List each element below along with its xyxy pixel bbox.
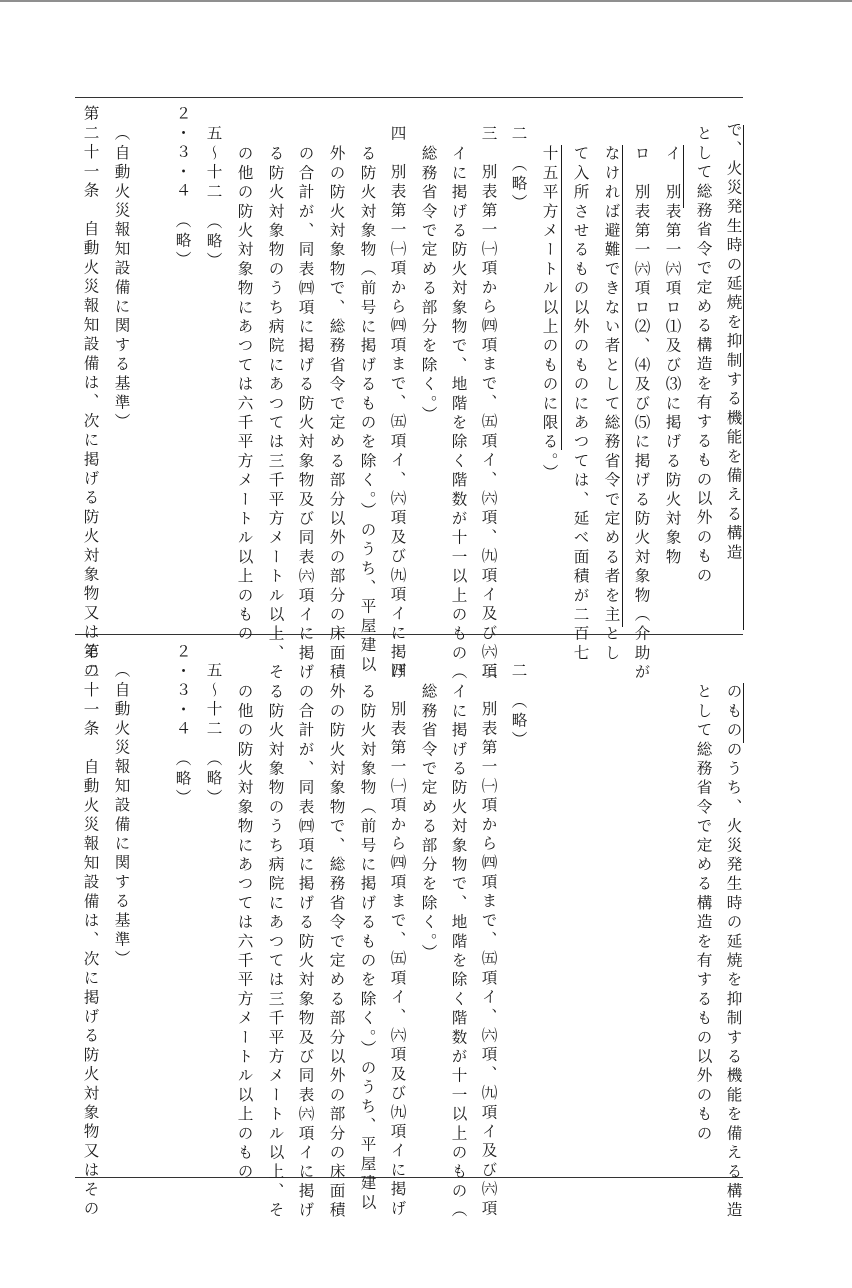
lower-line-2: として総務省令で定める構造を有するもの以外のもの	[694, 683, 713, 1144]
change-sideline	[743, 683, 744, 743]
upper-line-12: 四 別表第一㈠項から㈣項まで、㈤項イ、㈥項及び㈨項イに掲げ	[388, 125, 407, 682]
lower-line-11: る防火対象物のうち病院にあつては三千平方メートル以上、そ	[266, 683, 285, 1221]
lower-line-12: の他の防火対象物にあつては六千平方メートル以上のもの	[235, 683, 254, 1183]
upper-line-16: る防火対象物のうち病院にあつては三千平方メートル以上、そ	[266, 145, 285, 683]
upper-line-15: の合計が、同表㈣項に掲げる防火対象物及び同表㈥項イに掲げ	[296, 145, 315, 683]
upper-line-19: ２・３・４ （略）	[173, 105, 192, 270]
lower-line-5: イに掲げる防火対象物で、地階を除く階数が十一以上のもの（	[449, 683, 468, 1221]
upper-line-6: て入所させるもの以外のものにあつては、延べ面積が二百七	[571, 145, 590, 664]
lower-line-13: 五～十二 （略）	[204, 662, 223, 808]
top-border	[0, 0, 852, 2]
change-sideline	[561, 145, 562, 450]
upper-line-14: 外の防火対象物で、総務省令で定める部分以外の部分の床面積	[327, 145, 346, 683]
upper-line-2: として総務省令で定める構造を有するもの以外のもの	[694, 125, 713, 586]
lower-line-7: 四 別表第一㈠項から㈣項まで、㈤項イ、㈥項及び㈨項イに掲げ	[388, 662, 407, 1219]
lower-line-16: 第二十一条 自動火災報知設備は、次に掲げる防火対象物又はその	[81, 643, 100, 1219]
upper-line-5: なければ避難できない者として総務省令で定める者を主とし	[602, 145, 621, 664]
lower-line-10: の合計が、同表㈣項に掲げる防火対象物及び同表㈥項イに掲げ	[296, 683, 315, 1221]
upper-line-11: 総務省令で定める部分を除く。）	[419, 145, 438, 426]
upper-line-7: 十五平方メートル以上のものに限る。）	[540, 145, 559, 483]
upper-line-13: る防火対象物（前号に掲げるものを除く。）のうち、平屋建以	[358, 145, 377, 675]
upper-line-8: 二 （略）	[509, 125, 528, 214]
upper-line-21: 第二十一条 自動火災報知設備は、次に掲げる防火対象物又はその	[81, 105, 100, 681]
lower-line-8: る防火対象物（前号に掲げるものを除く。）のうち、平屋建以	[358, 683, 377, 1213]
change-sideline	[683, 145, 684, 208]
upper-line-18: 五～十二 （略）	[204, 125, 223, 271]
upper-line-1: で、火災発生時の延焼を抑制する機能を備える構造	[724, 102, 743, 563]
lower-line-3: 二 （略）	[509, 662, 528, 751]
lower-line-14: ２・３・４ （略）	[173, 643, 192, 808]
lower-line-15: （自動火災報知設備に関する基準）	[112, 662, 131, 970]
lower-line-4: 三 別表第一㈠項から㈣項まで、㈤項イ、㈥項、㈨項イ及び㈥項	[479, 662, 498, 1219]
upper-line-3: イ 別表第一㈥項ロ⑴及び⑶に掲げる防火対象物	[663, 145, 682, 568]
upper-line-9: 三 別表第一㈠項から㈣項まで、㈤項イ、㈥項、㈨項イ及び㈥項	[479, 125, 498, 682]
upper-line-4: ロ 別表第一㈥項ロ⑵、⑷及び⑸に掲げる防火対象物（介助が	[632, 145, 651, 683]
lower-line-1: のもののうち、火災発生時の延焼を抑制する機能を備える構造	[724, 683, 743, 1221]
lower-line-9: 外の防火対象物で、総務省令で定める部分以外の部分の床面積	[327, 683, 346, 1221]
upper-line-20: （自動火災報知設備に関する基準）	[112, 125, 131, 433]
lower-bottom-rule	[75, 1177, 743, 1178]
upper-top-rule	[75, 97, 743, 98]
change-sideline	[622, 145, 623, 627]
change-sideline	[743, 125, 744, 630]
lower-line-6: 総務省令で定める部分を除く。）	[419, 683, 438, 964]
upper-line-10: イに掲げる防火対象物で、地階を除く階数が十一以上のもの（	[449, 145, 468, 683]
upper-line-17: の他の防火対象物にあつては六千平方メートル以上のもの	[235, 145, 254, 645]
